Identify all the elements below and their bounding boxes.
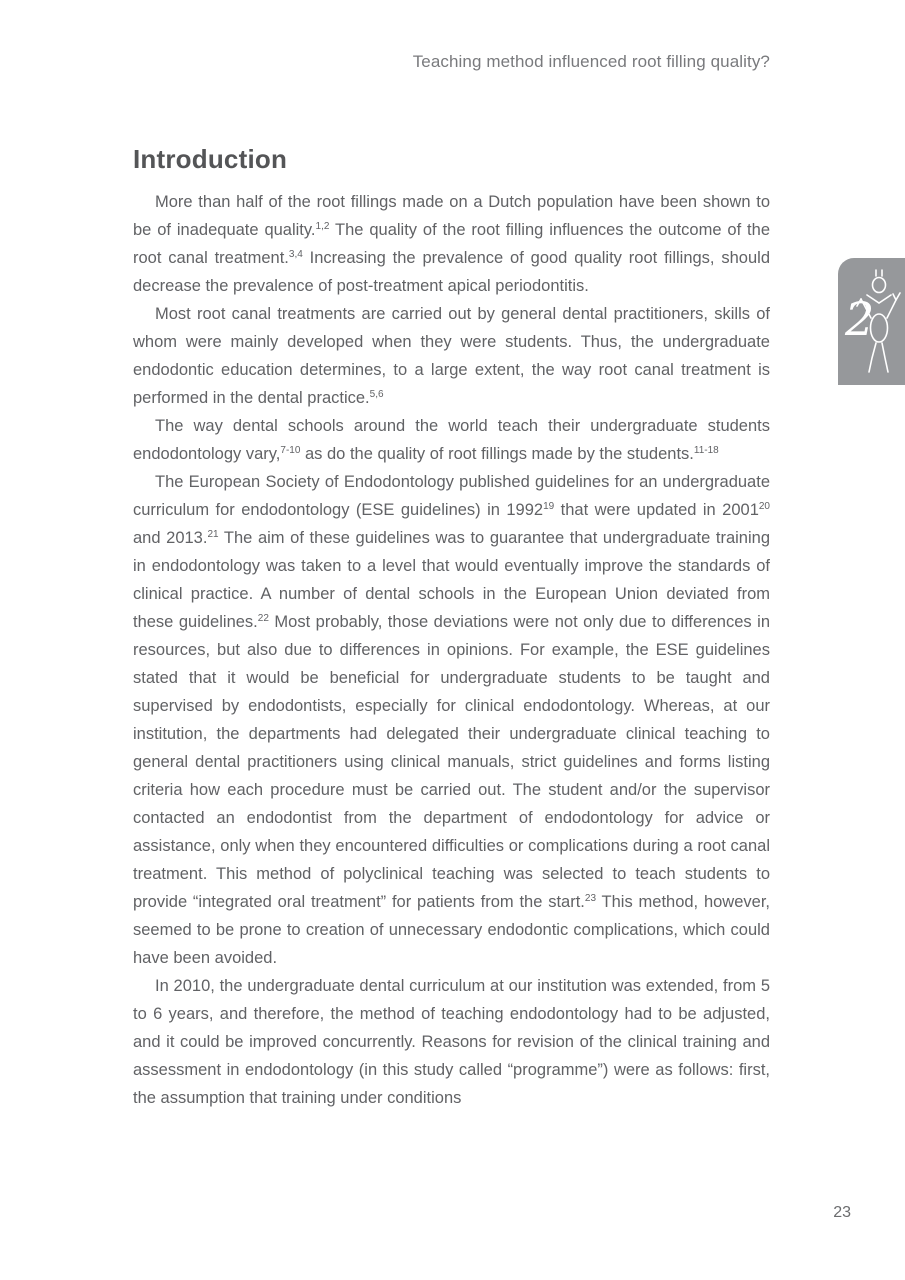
reference-superscript: 19 — [543, 501, 555, 512]
paragraph: The European Society of Endodontology published guidelines for an undergraduate curriculum for endodontology (ESE guidelines) in 1992$^{19}$ that were updated in 2001$^{20}$ and 2013.21 The aim of these guidelines was to guarantee that undergraduate training in endodontology was taken to a level that would eventually improve the standards of clinical practice. A number of dental schools in the European Union deviated from these guidelines.$^{22}$ Most probably, those deviations were not only due to differences in resources, but also due to differences in opinions. For example, the ESE guidelines stated that it would be beneficial for undergraduate students to be taught and supervised by endodontists, especially for clinical endodontology. Whereas, at our institution, the departments had delegated their undergraduate clinical teaching to general dental practitioners using clinical manuals, strict guidelines and forms listing criteria how each procedure must be carried out. The student and/or the supervisor contacted an endodontist from the department of endodontology for advice or assistance, only when they encountered difficulties or complications during a root canal treatment. This method of polyclinical teaching was selected to teach students to provide “integrated oral treatment” for patients from the start.$^{23}$ This method, however, seemed to be prone to creation of unnecessary endodontic complications, which could have been avoided. — [133, 473, 771, 967]
reference-superscript: 23 — [584, 893, 597, 904]
chapter-tab — [838, 258, 905, 385]
article-body — [133, 188, 770, 1112]
reference-superscript: 1,2 — [315, 221, 330, 232]
page-number: 23 — [833, 1204, 851, 1221]
section-heading: Introduction — [133, 144, 288, 175]
reference-superscript: 20 — [758, 501, 770, 512]
reference-superscript: 21 — [207, 529, 219, 540]
reference-superscript: 22 — [257, 613, 269, 624]
paragraph: More than half of the root fillings made on a Dutch population have been shown to be of inadequate quality.$^{1,2}$ The quality of the root filling influences the outcome of the root canal treatment.$^{3,4}$ Increasing the prevalence of good quality root fillings, should decrease the prevalence of post-treatment apical periodontitis. — [133, 193, 770, 295]
reference-superscript: 11-18 — [693, 445, 719, 456]
paragraph: Most root canal treatments are carried out by general dental practitioners, skills of whom were mainly developed when they were students. Thus, the undergraduate endodontic education determines, to a large extent, the way root canal treatment is performed in the dental practice.$^{5,6}$ — [133, 305, 770, 407]
reference-superscript: 3,4 — [288, 249, 303, 260]
paragraph: The way dental schools around the world teach their undergraduate students endodontology vary,$^{7-10}$ as do the quality of root fillings made by the students.$^{11-18}$ — [133, 417, 770, 463]
paragraph: In 2010, the undergraduate dental curriculum at our institution was extended, from 5 to 6 years, and therefore, the method of teaching endodontology had to be adjusted, and it could be improved concurrently. Reasons for revision of the clinical training and assessment in endodontology (in this study called “programme”) were as follows: first, the assumption that training under conditions — [133, 977, 770, 1107]
reference-superscript: 7-10 — [280, 445, 301, 456]
running-header: Teaching method influenced root filling quality? — [412, 52, 770, 71]
chapter-number: 2 — [845, 292, 875, 346]
reference-superscript: 5,6 — [369, 389, 384, 400]
stick-figure-icon — [856, 266, 902, 378]
